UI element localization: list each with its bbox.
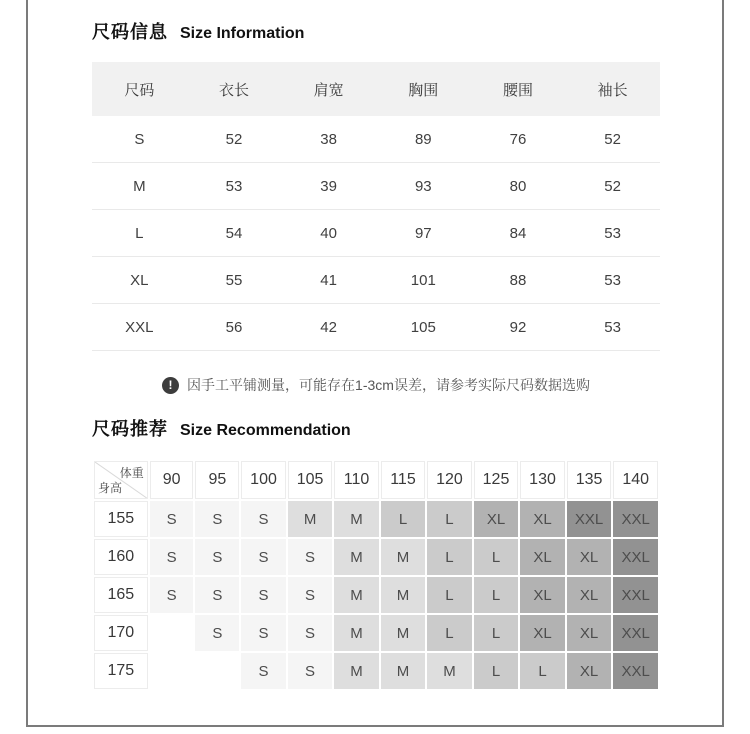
recommendation-row: [94, 577, 658, 613]
weight-column-header: 110: [334, 461, 378, 499]
recommended-size-cell: S: [150, 501, 194, 537]
recommended-size-cell: M: [334, 501, 378, 537]
size-info-table-body: [92, 116, 660, 351]
recommendation-row: [94, 501, 658, 537]
recommended-size-cell: XXL: [613, 501, 658, 537]
measurement-value-cell: 88: [471, 257, 566, 304]
recommended-size-cell: XL: [520, 539, 565, 575]
weight-column-header: 95: [195, 461, 239, 499]
measurement-value-cell: 56: [187, 304, 282, 351]
recommended-size-cell: XL: [567, 539, 612, 575]
recommended-size-cell: XL: [520, 577, 565, 613]
recommended-size-cell: S: [288, 615, 333, 651]
measurement-value-cell: 76: [471, 116, 566, 163]
recommended-size-cell: S: [150, 539, 194, 575]
height-row-header: 160: [94, 539, 148, 575]
measurement-value-cell: 42: [281, 304, 376, 351]
size-label-cell: L: [92, 210, 187, 257]
height-row-header: 175: [94, 653, 148, 689]
size-recommendation-title: [92, 415, 660, 441]
size-label-cell: S: [92, 116, 187, 163]
recommendation-row: [94, 539, 658, 575]
size-info-title-en: Size Information: [180, 25, 305, 42]
corner-weight-label: 体重: [119, 466, 144, 480]
recommended-size-cell: S: [150, 577, 194, 613]
weight-column-header: 125: [474, 461, 519, 499]
recommended-size-cell: S: [241, 653, 286, 689]
recommended-size-cell: S: [241, 501, 286, 537]
size-info-column-header: 腰围: [471, 62, 566, 116]
size-label-cell: XL: [92, 257, 187, 304]
recommended-size-cell: S: [241, 577, 286, 613]
size-info-column-header: 尺码: [92, 62, 187, 116]
recommended-size-cell: S: [195, 501, 239, 537]
recommended-size-cell: XL: [520, 615, 565, 651]
recommendation-header-row: [94, 461, 658, 499]
measurement-value-cell: 52: [187, 116, 282, 163]
size-info-title-zh: 尺码信息: [92, 22, 168, 42]
recommended-size-cell: M: [427, 653, 472, 689]
recommended-size-cell: XXL: [613, 653, 658, 689]
empty-cell: [195, 653, 239, 689]
measurement-value-cell: 38: [281, 116, 376, 163]
recommended-size-cell: S: [241, 615, 286, 651]
size-label-cell: M: [92, 163, 187, 210]
recommendation-row: [94, 653, 658, 689]
measurement-value-cell: 52: [565, 116, 660, 163]
recommended-size-cell: S: [288, 653, 333, 689]
measurement-value-cell: 54: [187, 210, 282, 257]
recommended-size-cell: L: [474, 539, 519, 575]
recommendation-row: [94, 615, 658, 651]
weight-column-header: 100: [241, 461, 286, 499]
recommended-size-cell: S: [241, 539, 286, 575]
empty-cell: [150, 615, 194, 651]
recommended-size-cell: M: [381, 577, 425, 613]
measurement-note-text: 因手工平铺测量，可能存在1-3cm误差，请参考实际尺码数据选购: [187, 377, 590, 393]
recommended-size-cell: XL: [520, 501, 565, 537]
recommended-size-cell: M: [288, 501, 333, 537]
measurement-value-cell: 53: [565, 257, 660, 304]
recommended-size-cell: L: [427, 539, 472, 575]
recommended-size-cell: L: [381, 501, 425, 537]
height-row-header: 155: [94, 501, 148, 537]
recommended-size-cell: L: [474, 577, 519, 613]
recommended-size-cell: L: [427, 577, 472, 613]
empty-cell: [150, 653, 194, 689]
recommended-size-cell: S: [195, 577, 239, 613]
recommended-size-cell: XXL: [613, 577, 658, 613]
measurement-value-cell: 39: [281, 163, 376, 210]
recommended-size-cell: S: [195, 615, 239, 651]
measurement-value-cell: 40: [281, 210, 376, 257]
recommended-size-cell: XXL: [567, 501, 612, 537]
size-info-row: [92, 304, 660, 351]
size-info-column-header: 衣长: [187, 62, 282, 116]
recommended-size-cell: L: [474, 615, 519, 651]
recommendation-table-head: [94, 461, 658, 499]
measurement-value-cell: 97: [376, 210, 471, 257]
measurement-value-cell: 41: [281, 257, 376, 304]
recommended-size-cell: XXL: [613, 539, 658, 575]
size-info-table-head: [92, 62, 660, 116]
recommended-size-cell: XL: [567, 615, 612, 651]
measurement-value-cell: 89: [376, 116, 471, 163]
recommended-size-cell: XL: [474, 501, 519, 537]
recommended-size-cell: L: [427, 615, 472, 651]
recommended-size-cell: L: [520, 653, 565, 689]
size-info-table: [92, 62, 660, 351]
exclamation-icon: !: [162, 377, 179, 394]
recommended-size-cell: M: [334, 653, 378, 689]
recommended-size-cell: XXL: [613, 615, 658, 651]
size-info-panel: [26, 0, 724, 727]
weight-column-header: 90: [150, 461, 194, 499]
recommended-size-cell: M: [381, 615, 425, 651]
recommended-size-cell: S: [288, 577, 333, 613]
measurement-value-cell: 53: [187, 163, 282, 210]
measurement-note: [92, 375, 660, 395]
recommended-size-cell: M: [334, 615, 378, 651]
weight-height-corner-cell: [94, 461, 148, 499]
size-info-row: [92, 163, 660, 210]
measurement-value-cell: 92: [471, 304, 566, 351]
size-label-cell: XXL: [92, 304, 187, 351]
height-row-header: 170: [94, 615, 148, 651]
size-info-row: [92, 116, 660, 163]
size-info-column-header: 袖长: [565, 62, 660, 116]
corner-height-label: 身高: [98, 481, 123, 495]
size-info-header-row: [92, 62, 660, 116]
recommended-size-cell: M: [334, 577, 378, 613]
recommendation-table-body: [94, 501, 658, 689]
recommended-size-cell: XL: [567, 653, 612, 689]
measurement-value-cell: 53: [565, 304, 660, 351]
height-row-header: 165: [94, 577, 148, 613]
measurement-value-cell: 80: [471, 163, 566, 210]
measurement-value-cell: 84: [471, 210, 566, 257]
measurement-value-cell: 105: [376, 304, 471, 351]
weight-column-header: 135: [567, 461, 612, 499]
measurement-value-cell: 53: [565, 210, 660, 257]
recommended-size-cell: S: [288, 539, 333, 575]
recommended-size-cell: S: [195, 539, 239, 575]
weight-column-header: 140: [613, 461, 658, 499]
size-recommendation-title-zh: 尺码推荐: [92, 419, 168, 439]
measurement-value-cell: 55: [187, 257, 282, 304]
size-recommendation-table: [92, 459, 660, 691]
weight-column-header: 105: [288, 461, 333, 499]
measurement-value-cell: 93: [376, 163, 471, 210]
size-info-row: [92, 257, 660, 304]
size-recommendation-title-en: Size Recommendation: [180, 422, 351, 439]
size-info-column-header: 肩宽: [281, 62, 376, 116]
recommended-size-cell: M: [381, 653, 425, 689]
recommended-size-cell: M: [381, 539, 425, 575]
weight-column-header: 120: [427, 461, 472, 499]
size-info-row: [92, 210, 660, 257]
weight-column-header: 130: [520, 461, 565, 499]
measurement-value-cell: 101: [376, 257, 471, 304]
recommended-size-cell: M: [334, 539, 378, 575]
measurement-value-cell: 52: [565, 163, 660, 210]
recommended-size-cell: L: [427, 501, 472, 537]
recommended-size-cell: XL: [567, 577, 612, 613]
size-info-title: [92, 18, 660, 44]
size-info-column-header: 胸围: [376, 62, 471, 116]
recommended-size-cell: L: [474, 653, 519, 689]
weight-column-header: 115: [381, 461, 425, 499]
